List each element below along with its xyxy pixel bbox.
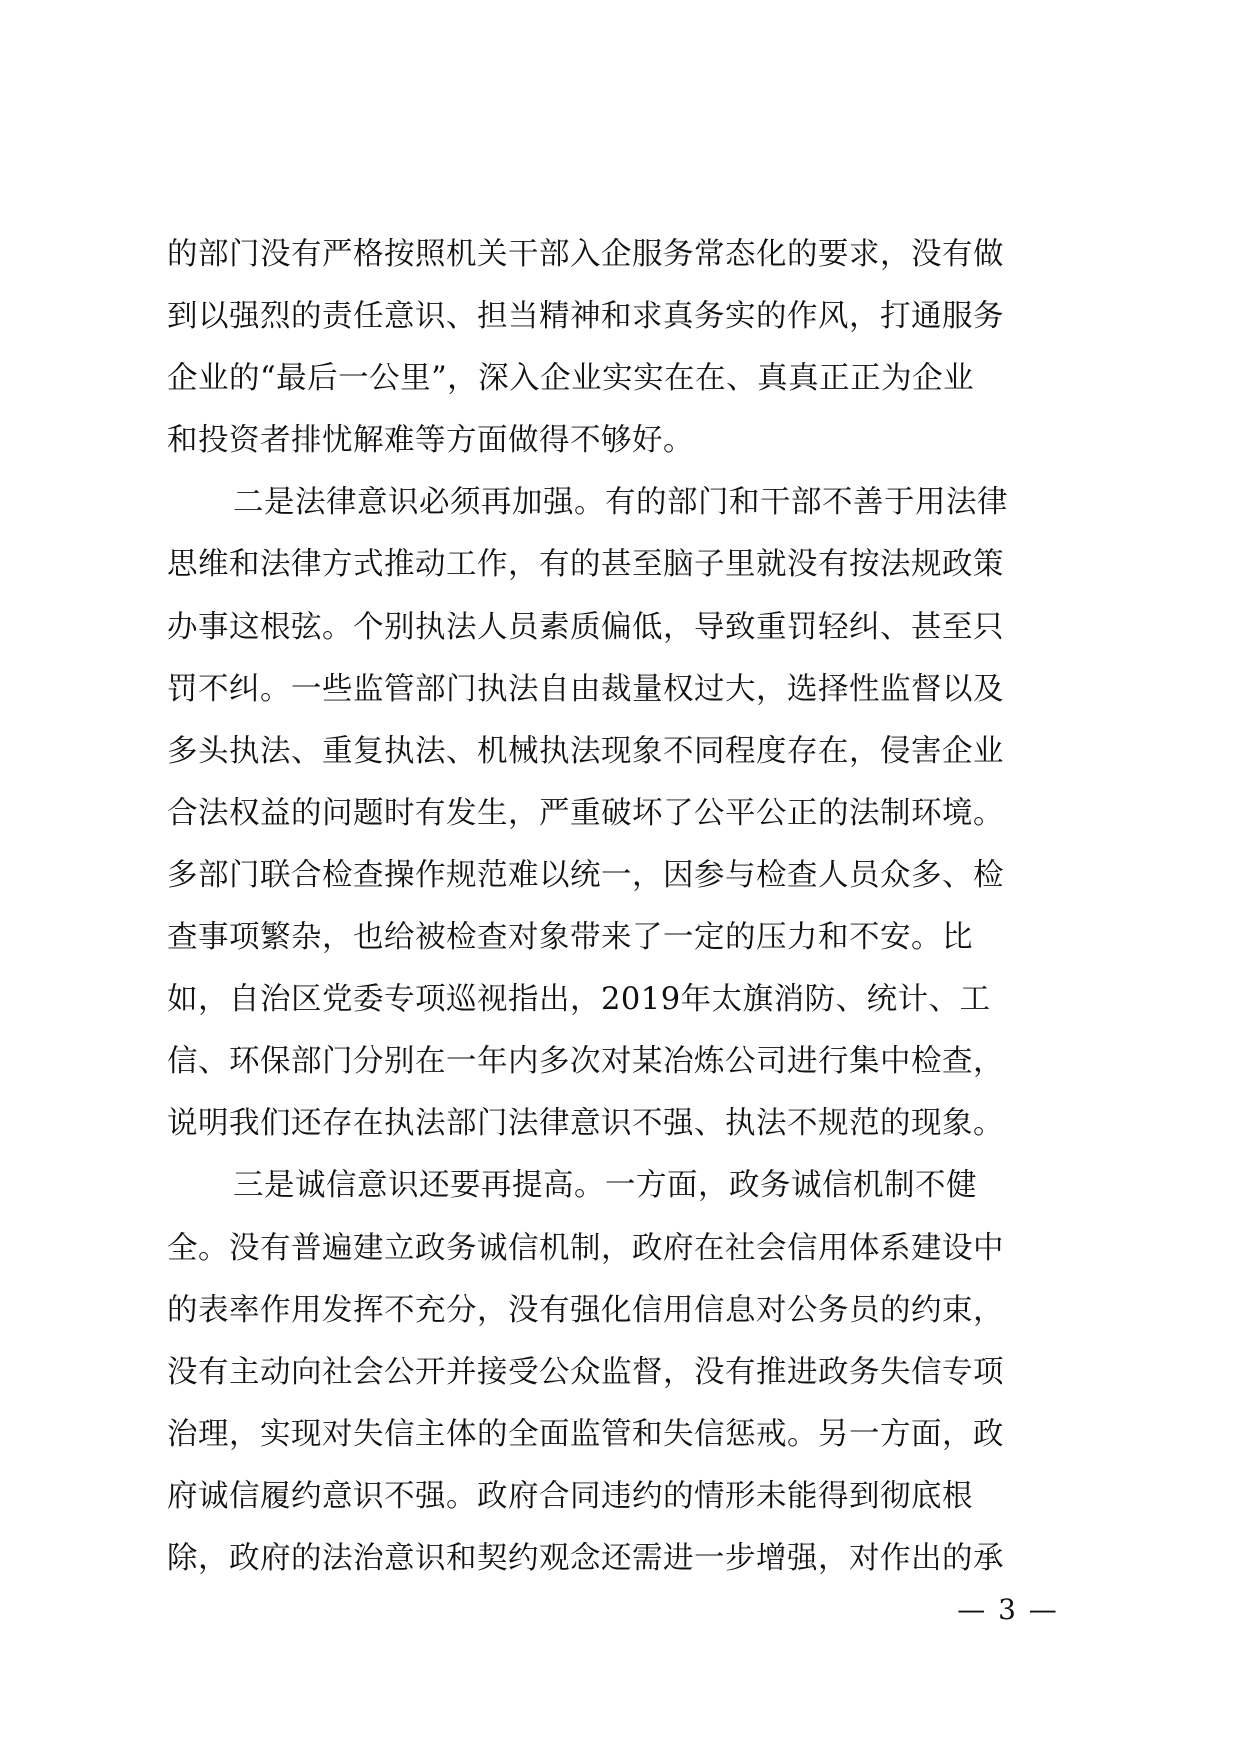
page-number: — 3 — [957,1593,1059,1626]
text-line: 全。没有普遍建立政务诚信机制，政府在社会信用体系建设中 [167,1230,1004,1266]
text-line: 说明我们还存在执法部门法律意识不强、执法不规范的现象。 [167,1106,1004,1142]
text-line: 如，自治区党委专项巡视指出，2019年太旗消防、统计、工 [167,982,991,1018]
text-line: 罚不纠。一些监管部门执法自由裁量权过大，选择性监督以及 [167,671,1004,707]
text-line: 信、环保部门分别在一年内多次对某冶炼公司进行集中检查， [167,1044,1004,1080]
text-line: 和投资者排忧解难等方面做得不够好。 [167,423,694,459]
text-line: 思维和法律方式推动工作，有的甚至脑子里就没有按法规政策 [167,547,1004,583]
text-line: 办事这根弦。个别执法人员素质偏低，导致重罚轻纠、甚至只 [167,609,1004,645]
text-line: 到以强烈的责任意识、担当精神和求真务实的作风，打通服务 [167,299,1004,335]
text-line: 查事项繁杂，也给被检查对象带来了一定的压力和不安。比 [167,920,973,956]
text-line: 治理，实现对失信主体的全面监管和失信惩戒。另一方面，政 [167,1416,1004,1452]
text-line: 的部门没有严格按照机关干部入企服务常态化的要求，没有做 [167,237,1004,272]
text-line: 合法权益的问题时有发生，严重破坏了公平公正的法制环境。 [167,795,1004,831]
paragraph-start-line: 三是诚信意识还要再提高。一方面，政务诚信机制不健 [233,1168,977,1204]
text-line: 除，政府的法治意识和契约观念还需进一步增强，对作出的承 [167,1540,1004,1576]
paragraph-start-line: 二是法律意识必须再加强。有的部门和干部不善于用法律 [233,485,1008,521]
text-line: 多头执法、重复执法、机械执法现象不同程度存在，侵害企业 [167,733,1004,769]
text-line: 的表率作用发挥不充分，没有强化信用信息对公务员的约束， [167,1292,1004,1328]
text-line: 府诚信履约意识不强。政府合同违约的情形未能得到彻底根 [167,1478,973,1514]
body-text [167,224,1077,1590]
text-line: 企业的“最后一公里”，深入企业实实在在、真真正正为企业 [167,361,975,397]
text-line: 没有主动向社会公开并接受公众监督，没有推进政务失信专项 [167,1354,1004,1390]
text-line: 多部门联合检查操作规范难以统一，因参与检查人员众多、检 [167,857,1004,893]
